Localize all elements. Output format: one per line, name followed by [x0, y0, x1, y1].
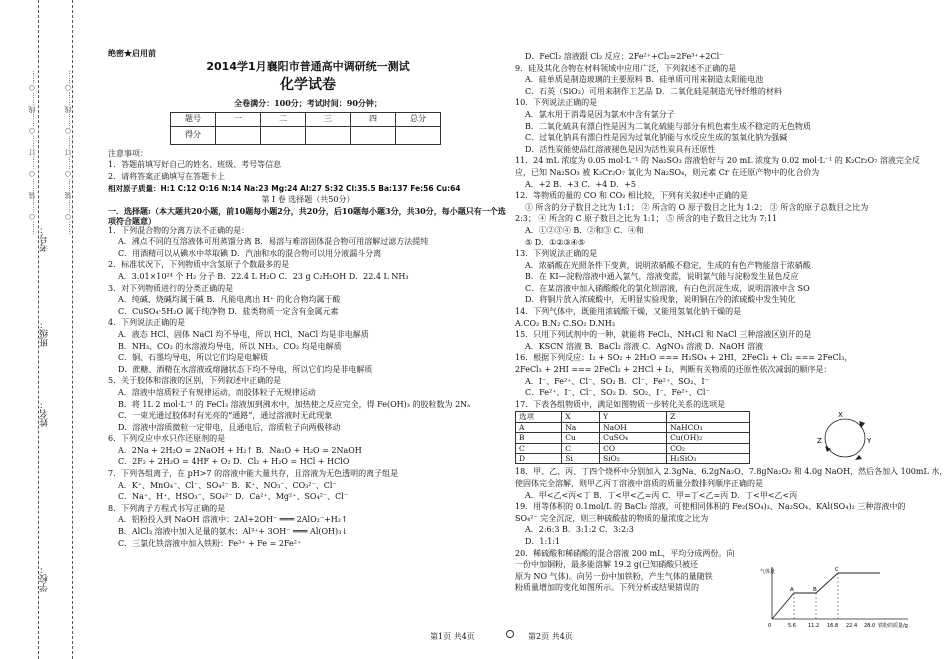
- q17-cell: NaHCO₃: [667, 422, 750, 432]
- question-line: 3．对下列物质进行的分类正确的是: [108, 283, 234, 293]
- question-line: A．2:6:3 B．3:1:2 C．3:2:3: [525, 525, 634, 535]
- notes-heading: 注意事项：: [108, 148, 148, 158]
- point-label-b: B: [813, 587, 817, 593]
- question-line: 6．下列反应中水只作还原剂的是: [108, 434, 226, 444]
- cycle-label: Z: [817, 437, 822, 446]
- question-line: D．活性炭能使品红溶液褪色是因为活性炭具有还原性: [525, 144, 716, 154]
- x-axis-label: 铁粉的质量/g: [878, 623, 908, 629]
- score-cell: [306, 126, 351, 144]
- score-table-header-row: [171, 112, 441, 126]
- question-line: C．Na⁺、H⁺、HSO₃⁻、SO₄²⁻ D．Ca²⁺、Mg²⁺、SO₄²⁻、Cl⁻: [118, 492, 349, 502]
- q17-cell: A: [516, 422, 562, 432]
- question-line: 18．甲、乙、丙、丁四个烧杯中分别加入 2.3gNa、6.2gNa₂O、7.8gNa₂O₂ 和 4.0g NaOH，然后各加入 100mL 水，: [515, 467, 948, 477]
- q17-cell: NaOH: [600, 422, 667, 432]
- question-line: 20．稀硫酸和稀硝酸的混合溶液 200 mL，平均分成两份。向: [515, 548, 735, 558]
- question-line: C．石英（SiO₂）可用来制作工艺品 D．二氧化硅是制造光导纤维的材料: [525, 86, 782, 96]
- q17-cycle-diagram: [815, 409, 875, 467]
- question-line: 10．下列说法正确的是: [515, 98, 598, 108]
- right-column: [515, 52, 948, 595]
- question-line: A．3.01×10²⁴ 个 H₂ 分子 B．22.4 L H₂O C．23 g C₂H₅OH D．22.4 L NH₃: [118, 271, 409, 281]
- question-line: 9．硅及其化合物在材料领域中应用广泛，下列叙述不正确的是: [515, 63, 737, 73]
- question-line: 13．下列说法正确的是: [515, 249, 598, 259]
- question-line: D．1:1:1: [525, 536, 561, 546]
- footer-circle-icon: [506, 630, 514, 638]
- question-line: C．三氯化铁溶液中加入铁粉：Fe³⁺ + Fe = 2Fe²⁺: [118, 538, 302, 548]
- question-line: D．溶液中溶质微粒一定带电，且通电后，溶质粒子向两极移动: [118, 422, 341, 432]
- score-cell: [216, 126, 261, 144]
- q17-cell: X: [562, 412, 600, 422]
- q17-row: [516, 453, 750, 463]
- q17-cell: C: [516, 443, 562, 453]
- point-label-a: A: [790, 587, 794, 593]
- cycle-arrow: [859, 421, 865, 428]
- question-line: A．硅单质是制造玻璃的主要原料 B．硅单质可用来制造太阳能电池: [525, 75, 764, 85]
- score-info: 全卷满分：100分；考试时间：90分钟；: [234, 97, 382, 108]
- question-line: C．2F₂ + 2H₂O = 4HF + O₂ D．Cl₂ + H₂O = HCl + HClO: [118, 457, 350, 467]
- question-line: 4．下列说法正确的是: [108, 318, 186, 328]
- question-line: SO₄²⁻ 完全沉淀，则三种硫酸盐的物质的量浓度之比为: [515, 513, 709, 523]
- x-tick: 5.6: [788, 623, 796, 629]
- question-line: C．一束光通过胶体时有光亮的“通路”，通过溶液时无此现象: [118, 411, 333, 421]
- q17-table: [515, 411, 750, 464]
- question-line: A．KSCN 溶液 B．BaCl₂ 溶液 C．AgNO₃ 溶液 D．NaOH 溶液: [525, 341, 764, 351]
- cycle-arrow: [855, 455, 862, 460]
- secret-label: 绝密★启用前: [108, 48, 156, 58]
- q17-cell: CO: [600, 443, 667, 453]
- question-line: C．CuSO₄·5H₂O 属于纯净物 D．盐类物质一定含有金属元素: [118, 306, 339, 316]
- score-table: [170, 112, 441, 145]
- left-column: [108, 48, 508, 550]
- question-line: A．K⁺、MnO₄⁻、Cl⁻、SO₄²⁻ B．K⁺、NO₃⁻、CO₃²⁻、Cl⁻: [118, 480, 337, 490]
- question-line: A．溶液中溶质粒子有规律运动，而胶体粒子无规律运动: [118, 387, 316, 397]
- question-line: A.CO₂ B.N₂ C.SO₂ D.NH₃: [515, 318, 615, 328]
- q17-cell: Si: [562, 453, 600, 463]
- q17-header-row: [516, 412, 750, 422]
- score-cell: 三: [306, 112, 351, 126]
- school-label: 学校：: [40, 565, 50, 592]
- q17-block: [515, 411, 935, 467]
- q17-cell: Z: [667, 412, 750, 422]
- score-cell: 得分: [171, 126, 216, 144]
- q17-cell: CO₂: [667, 443, 750, 453]
- note-item: 2．请将答案正确填写在答题卡上: [108, 172, 226, 182]
- class-label: 班级：: [40, 320, 50, 347]
- question-line: 一份中加铜粉，最多能溶解 19.2 g(已知硝酸只被还: [515, 560, 699, 570]
- question-line: B．在 KI—淀粉溶液中通入氯气，溶液变蓝，说明氯气能与淀粉发生显色反应: [525, 272, 799, 282]
- x-tick: 22.4: [846, 623, 858, 629]
- question-line: 2:3； ④ 所含的 C 原子数目之比为 1:1； ⑤ 所含的电子数目之比为 7:11: [515, 214, 778, 224]
- question-line: C．在某溶液中加入硝酸酸化的氯化钡溶液，有白色沉淀生成，说明溶液中含 SO: [525, 283, 810, 293]
- right-questions: [515, 52, 935, 410]
- q17-cell: 选项: [516, 412, 562, 422]
- section-instructions: 一．选择题:（本大题共20小题，前10题每小题2分，共20分，后10题每小题3分，共30分，每小题只有一个选项符合题意）: [108, 205, 506, 226]
- question-line: 17．下表各组物质中，满足如图物质一步转化关系的选项是: [515, 399, 726, 409]
- question-line: 11．24 mL 浓度为 0.05 mol·L⁻¹ 的 Na₂SO₃ 溶液恰好与 20 mL 浓度为 0.02 mol·L⁻¹ 的 K₂Cr₂O₇ 溶液完全反: [515, 156, 920, 166]
- exam-title: 2014学1月襄阳市普通高中调研统一测试: [206, 59, 410, 73]
- question-line: 5．关于胶体和溶液的区别，下列叙述中正确的是: [108, 376, 282, 386]
- binding-markers-outer: ……○……装……○……订……○……线……○……: [28, 70, 36, 235]
- question-line: C．Fe²⁺、I⁻、Cl⁻、SO₂ D．SO₂、I⁻、Fe²⁺、Cl⁻: [525, 388, 710, 398]
- question-line: A．铝粉投入到 NaOH 溶液中：2Al+2OH⁻ ═══ 2AlO₂⁻+H₂↑: [118, 515, 348, 525]
- score-table-score-row: [171, 126, 441, 144]
- question-line: 15．只用下列试剂中的一种，就能将 FeCl₃、NH₄Cl 和 NaCl 三种溶液区别开的是: [515, 330, 812, 340]
- question-line: 16．根据下列反应：I₂ + SO₂ + 2H₂O === H₂SO₄ + 2HI，2FeCl₂ + Cl₂ === 2FeCl₃，: [515, 353, 853, 363]
- cycle-label: X: [838, 411, 843, 420]
- score-cell: [396, 126, 441, 144]
- question-line: 8．下列离子方程式书写正确的是: [108, 503, 226, 513]
- left-questions: [108, 226, 508, 549]
- section-title: 第 Ⅰ 卷 选择题（共50分）: [261, 194, 355, 204]
- q20-graph: [758, 563, 918, 631]
- binding-markers-inner: ……○……装……○……订……○……线……○……: [64, 70, 72, 235]
- q17-cell: D: [516, 453, 562, 463]
- question-line: 2．标准状况下，下列物质中含氢原子个数最多的是: [108, 260, 290, 270]
- point-label-c: C: [835, 567, 839, 573]
- gas-curve: [772, 573, 880, 619]
- footer-page-1: 第1页 共4页: [430, 632, 475, 641]
- binding-line-outer: [38, 0, 39, 659]
- score-cell: 一: [216, 112, 261, 126]
- q17-row: [516, 443, 750, 453]
- question-line: B．NH₃、CO₂ 的水溶液均导电，所以 NH₃、CO₂ 均是电解质: [118, 341, 342, 351]
- question-line: D．FeCl₂ 溶液跟 Cl₂ 反应：2Fe²⁺+Cl₂=2Fe³⁺+2Cl⁻: [525, 52, 724, 61]
- question-line: 14．下列气体中，既能用浓硫酸干燥，又能用氢氧化钠干燥的是: [515, 307, 742, 317]
- question-line: D．蔗糖、酒精在水溶液或熔融状态下均不导电，所以它们均是非电解质: [118, 364, 373, 374]
- question-line: A．氯水用于消毒是因为氯水中含有氯分子: [525, 109, 675, 119]
- atomic-masses: 相对原子质量：H:1 C:12 O:16 N:14 Na:23 Mg:24 Al:27 S:32 Cl:35.5 Ba:137 Fe:56 Cu:64: [108, 183, 461, 193]
- question-line: 2FeCl₃ + 2HI === 2FeCl₂ + 2HCl + I₂，判断有关物质的还原性依次减弱的顺序是：: [515, 365, 832, 375]
- question-line: 粉质量增加的变化如图所示。下列分析或结果错误的: [515, 583, 699, 593]
- question-line: ⑤ D．①②③④⑤: [525, 237, 585, 247]
- y-axis-label: 气体量: [760, 569, 776, 575]
- cycle-circle: [825, 419, 865, 457]
- exam-subject: 化学试卷: [280, 77, 336, 94]
- score-cell: 总分: [396, 112, 441, 126]
- question-line: D．将铜片放入浓硫酸中，无明显实验现象，说明铜在冷的浓硫酸中发生钝化: [525, 295, 796, 305]
- question-line: A．①②③④ B．②和③ C．④和: [525, 225, 644, 235]
- question-line: 原为 NO 气体)。向另一份中加铁粉，产生气体的量随铁: [515, 571, 713, 581]
- q17-cell: SiO₂: [600, 453, 667, 463]
- question-line: 1．下列混合物的分离方法不正确的是：: [108, 225, 250, 235]
- q17-cell: Cu: [562, 433, 600, 443]
- q17-cell: C: [562, 443, 600, 453]
- question-line: A．甲<乙<丙<丁 B．丁<甲<乙=丙 C．甲=丁<乙=丙 D．丁<甲<乙<丙: [525, 490, 798, 500]
- question-line: A．2Na + 2H₂O = 2NaOH + H₂↑ B．Na₂O + H₂O = 2NaOH: [118, 445, 362, 455]
- question-line: 12．等物质的量的 CO 和 CO₂ 相比较，下列有关叙述中正确的是: [515, 191, 748, 201]
- question-line: C．用酒精可以从碘水中萃取碘 D．汽油和水的混合物可以用分液漏斗分离: [118, 248, 382, 258]
- x-tick: 11.2: [808, 623, 820, 629]
- question-line: A．浓硝酸在光照条件下变黄，说明浓硝酸不稳定，生成的有色产物能溶于浓硝酸: [525, 260, 811, 270]
- note-item: 1．答题前填写好自己的姓名、班级、考号等信息: [108, 160, 282, 170]
- q17-cell: Y: [600, 412, 667, 422]
- question-line: A．I⁻、Fe²⁺、Cl⁻、SO₂ B．Cl⁻、Fe²⁺、SO₂、I⁻: [525, 376, 709, 386]
- q17-cell: B: [516, 433, 562, 443]
- question-line: C．过氧化钠具有漂白性是因为过氧化钠能与水反应生成的氢氧化钠为强碱: [525, 133, 788, 143]
- score-cell: 四: [351, 112, 396, 126]
- q17-cell: H₂SiO₃: [667, 453, 750, 463]
- question-line: B．AlCl₃ 溶液中加入足量的氨水：Al³⁺+ 3OH⁻ ═══ Al(OH)₃↓: [118, 527, 349, 537]
- score-cell: [351, 126, 396, 144]
- question-line: ① 所含的分子数目之比为 1:1； ② 所含的 O 原子数目之比为 1:2； ③ 所含的原子总数目之比为: [525, 202, 869, 212]
- x-tick: 0: [768, 623, 772, 629]
- score-cell: [261, 126, 306, 144]
- question-line: A．沸点不同的互溶液体可用蒸馏分离 B．易溶与难溶固体混合物可用溶解过滤方法提纯: [118, 237, 429, 247]
- question-line: A．+2 B．+3 C．+4 D．+5: [525, 179, 636, 189]
- q17-row: [516, 433, 750, 443]
- score-cell: 题号: [171, 112, 216, 126]
- binding-margin: [0, 0, 105, 659]
- x-tick: 28.0: [864, 623, 876, 629]
- score-cell: 二: [261, 112, 306, 126]
- name-label: 姓名：: [40, 400, 50, 427]
- x-tick: 16.8: [827, 623, 839, 629]
- question-line: 7．下列各组离子，在 pH>7 的溶液中能大量共存，且溶液为无色透明的离子组是: [108, 469, 399, 479]
- q17-cell: CuSO₄: [600, 433, 667, 443]
- exam-no-label: 考号：: [40, 225, 50, 252]
- q17-cell: Cu(OH)₂: [667, 433, 750, 443]
- question-line: A．液态 HCl、固体 NaCl 均不导电，所以 HCl、NaCl 均是非电解质: [118, 329, 369, 339]
- q17-row: [516, 422, 750, 432]
- question-line: A．纯碱、烧碱均属于碱 B．凡能电离出 H⁺ 的化合物均属于酸: [118, 295, 341, 305]
- q17-cell: Na: [562, 422, 600, 432]
- cycle-label: Y: [867, 437, 872, 446]
- question-line: B．将 1L 2 mol·L⁻¹ 的 FeCl₃ 溶液加到沸水中，加热使之反应完全，得 Fe(OH)₃ 的胶粒数为 2Nₐ: [118, 399, 471, 409]
- question-line: C．铜、石墨均导电，所以它们均是电解质: [118, 353, 269, 363]
- question-line: B．二氧化硫具有漂白性是因为二氧化硫能与部分有机色素生成不稳定的无色物质: [525, 121, 811, 131]
- footer-page-2: 第2页 共4页: [528, 632, 573, 641]
- question-line: 使固体完全溶解，则甲乙丙丁溶液中溶质的质量分数排列顺序正确的是: [515, 479, 763, 488]
- question-line: 应，已知 Na₂SO₃ 被 K₂Cr₂O₇ 氧化为 Na₂SO₄，则元素 Cr 在还原产物中的化合价为: [515, 167, 820, 177]
- question-line: 19．用等体积的 0.1mol/L 的 BaCl₂ 溶液，可使相同体积的 Fe₂(SO₄)₃、Na₂SO₄、KAl(SO₄)₂ 三种溶液中的: [515, 502, 906, 512]
